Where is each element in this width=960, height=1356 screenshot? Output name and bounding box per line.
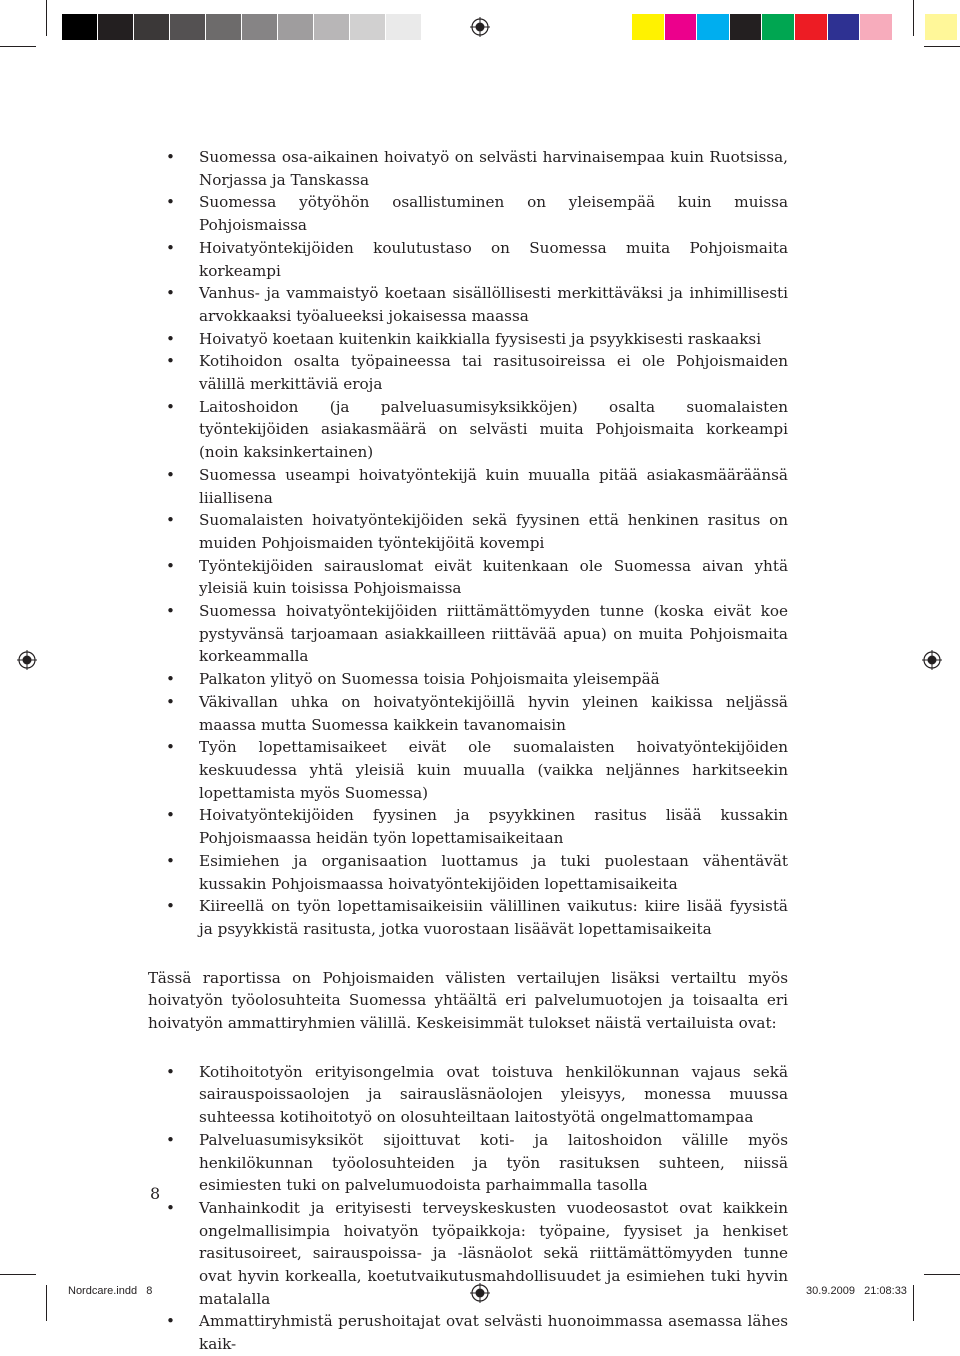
crop-mark xyxy=(924,1274,960,1275)
list-item: • Työntekijöiden sairauslomat eivät kuitenkaan ole Suomessa aivan yhtä yleisiä kuin toisissa Pohjoismaissa xyxy=(148,555,788,600)
list-item: • Palkaton ylityö on Suomessa toisia Pohjoismaita yleisempää xyxy=(148,668,788,691)
list-item: • Hoivatyö koetaan kuitenkin kaikkialla fyysisesti ja psyykkisesti raskaaksi xyxy=(148,328,788,351)
list-item: • Suomessa yötyöhön osallistuminen on yleisempää kuin muissa Pohjoismaissa xyxy=(148,191,788,236)
page-number: 8 xyxy=(150,1184,161,1203)
findings-list-nordic xyxy=(148,146,788,941)
list-item: • Laitoshoidon (ja palveluasumisyksikköjen) osalta suomalaisten työntekijöiden asiakasmäärä on selvästi muita Pohjoismaita korkeampi (noin kaksinkertainen) xyxy=(148,396,788,464)
list-item: • Suomessa useampi hoivatyöntekijä kuin muualla pitää asiakasmääräänsä liiallisena xyxy=(148,464,788,509)
list-item: • Väkivallan uhka on hoivatyöntekijöillä hyvin yleinen kaikissa neljässä maassa mutta Suomessa kaikkein tavanomaisin xyxy=(148,691,788,736)
list-item: • Suomalaisten hoivatyöntekijöiden sekä fyysinen että henkinen rasitus on muiden Pohjoismaiden työntekijöitä kovempi xyxy=(148,509,788,554)
registration-target-icon xyxy=(17,650,37,670)
list-item: • Ammattiryhmistä perushoitajat ovat selvästi huonoimmassa asemassa lähes kaik- xyxy=(148,1310,788,1355)
list-item: • Kiireellä on työn lopettamisaikeisiin välillinen vaikutus: kiire lisää fyysistä ja psyykkistä rasitusta, jotka vuorostaan lisäävät lopettamisaikeita xyxy=(148,895,788,940)
print-slug-datetime: 30.9.2009 21:08:33 xyxy=(806,1285,907,1297)
print-slug-file: Nordcare.indd 8 xyxy=(68,1285,153,1297)
color-swatch xyxy=(860,14,893,40)
color-calibration-bar xyxy=(632,14,958,40)
list-item: • Esimiehen ja organisaation luottamus ja tuki puolestaan vähentävät kussakin Pohjoismaassa hoivatyöntekijöiden lopettamisaikeita xyxy=(148,850,788,895)
color-swatch xyxy=(795,14,828,40)
color-swatch xyxy=(828,14,861,40)
list-item: • Vanhus- ja vammaistyö koetaan sisällöllisesti merkittäväksi ja inhimillisesti arvokkaaksi työalueeksi jokaisessa maassa xyxy=(148,282,788,327)
color-swatch xyxy=(242,14,278,40)
color-swatch xyxy=(98,14,134,40)
grayscale-calibration-bar xyxy=(62,14,422,40)
color-swatch xyxy=(170,14,206,40)
list-item: • Hoivatyöntekijöiden fyysinen ja psyykkinen rasitus lisää kussakin Pohjoismaassa heidän työn lopettamisaikeitaan xyxy=(148,804,788,849)
findings-list-finland xyxy=(148,1061,788,1356)
color-swatch xyxy=(206,14,242,40)
color-swatch xyxy=(925,14,958,40)
body-paragraph: Tässä raportissa on Pohjoismaiden välisten vertailujen lisäksi vertailtu myös hoivatyön työolosuhteita Suomessa yhtäältä eri palvelumuotojen ja toisaalta eri hoivatyön ammattiryhmien välillä. Keskeisimmät tulokset näistä vertailuista ovat: xyxy=(148,968,788,1033)
crop-mark xyxy=(0,46,36,47)
page-body xyxy=(148,146,788,1356)
color-swatch xyxy=(278,14,314,40)
list-item: • Vanhainkodit ja erityisesti terveyskeskusten vuodeosastot ovat kaikkein ongelmallisimpia hoivatyön työpaikkoja: työpaine, fyysiset ja henkiset rasitusoireet, sairauspoissa- ja -läsnäolot sekä riittämättömyyden tunne ovat hyvin korkealla, koetutvaikutusmahdollisuudet ja esimiehen tuki hyvin matalalla xyxy=(148,1197,788,1311)
color-swatch xyxy=(762,14,795,40)
list-item: • Työn lopettamisaikeet eivät ole suomalaisten hoivatyöntekijöiden keskuudessa yhtä yleisiä kuin muualla (vaikka neljännes harkitseekin lopettamista myös Suomessa) xyxy=(148,736,788,804)
color-swatch xyxy=(697,14,730,40)
registration-target-icon xyxy=(922,650,942,670)
list-item: • Kotihoidon osalta työpaineessa tai rasitusoireissa ei ole Pohjoismaiden välillä merkittäviä eroja xyxy=(148,350,788,395)
color-swatch xyxy=(314,14,350,40)
list-item: • Suomessa osa-aikainen hoivatyö on selvästi harvinaisempaa kuin Ruotsissa, Norjassa ja Tanskassa xyxy=(148,146,788,191)
list-item: • Suomessa hoivatyöntekijöiden riittämättömyyden tunne (koska eivät koe pystyvänsä tarjoamaan asiakkailleen riittävää apua) on muita Pohjoismaita korkeammalla xyxy=(148,600,788,668)
crop-mark xyxy=(0,1274,36,1275)
color-swatch xyxy=(134,14,170,40)
color-swatch xyxy=(632,14,665,40)
color-swatch xyxy=(350,14,386,40)
color-swatch xyxy=(62,14,98,40)
crop-mark xyxy=(46,1285,47,1321)
crop-mark xyxy=(46,0,47,36)
color-swatch xyxy=(893,14,926,40)
color-swatch xyxy=(730,14,763,40)
crop-mark xyxy=(913,1285,914,1321)
list-item: • Hoivatyöntekijöiden koulutustaso on Suomessa muita Pohjoismaita korkeampi xyxy=(148,237,788,282)
registration-target-icon xyxy=(470,17,490,37)
list-item: • Kotihoitotyön erityisongelmia ovat toistuva henkilökunnan vajaus sekä sairauspoissaolojen ja sairausläsnäolojen yleisyys, monessa muussa suhteessa kotihoitotyö on olosuhteiltaan laitostyötä ongelmattomampaa xyxy=(148,1061,788,1129)
color-swatch xyxy=(665,14,698,40)
crop-mark xyxy=(913,0,914,36)
list-item: • Palveluasumisyksiköt sijoittuvat koti- ja laitoshoidon välille myös henkilökunnan työolosuhteiden ja työn rasituksen suhteen, niissä esimiesten tuki on palvelumuodoista parhaimmalla tasolla xyxy=(148,1129,788,1197)
color-swatch xyxy=(386,14,422,40)
crop-mark xyxy=(924,46,960,47)
